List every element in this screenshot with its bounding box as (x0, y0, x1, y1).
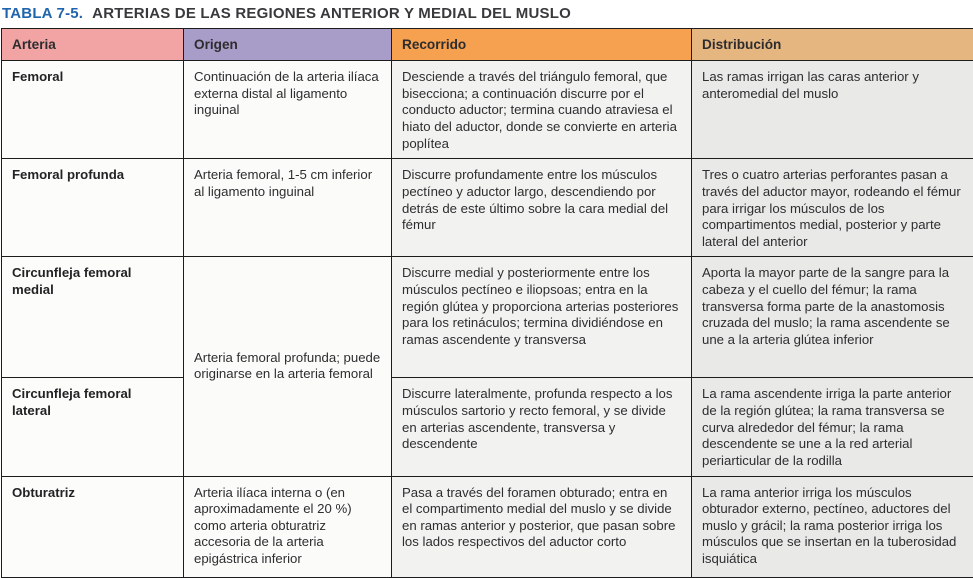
table-title-number: TABLA 7-5. (2, 5, 83, 22)
cell-distribucion: Aporta la mayor parte de la sangre para la cabeza y el cuello del fémur; la rama transversa forma parte de la anastomosis cruzada del muslo; la rama ascendente se une a la arteria glútea inferior (692, 257, 973, 378)
header-arteria: Arteria (2, 29, 184, 61)
cell-distribucion: La rama ascendente irriga la parte anterior de la región glútea; la rama transversa se curva alrededor del fémur; la rama descendente se une a la red arterial periarticular de la rodilla (692, 378, 973, 476)
cell-distribucion: La rama anterior irriga los músculos obturador externo, pectíneo, aductores del muslo y grácil; la rama posterior irriga los músculos que se insertan en la tuberosidad isquiática (692, 476, 973, 577)
cell-arteria: Circunfleja femoral lateral (2, 378, 184, 476)
cell-recorrido: Discurre profundamente entre los músculos pectíneo y aductor largo, descendiendo por detrás de este último sobre la cara medial del fémur (392, 159, 692, 257)
table-row-circunfleja-medial (2, 257, 973, 378)
table-row-femoral (2, 61, 973, 159)
table-row-femoral-profunda (2, 159, 973, 257)
table-header-row (2, 29, 973, 61)
arteries-table (1, 28, 973, 578)
table-title (0, 0, 973, 28)
cell-recorrido: Desciende a través del triángulo femoral, que bisecciona; a continuación discurre por el conducto aductor; termina cuando atraviesa el hiato del aductor, donde se convierte en arteria poplítea (392, 61, 692, 159)
header-recorrido: Recorrido (392, 29, 692, 61)
cell-recorrido: Pasa a través del foramen obturado; entra en el compartimento medial del muslo y se divide en ramas anterior y posterior, que pasan sobre los lados respectivos del aductor corto (392, 476, 692, 577)
cell-arteria: Femoral profunda (2, 159, 184, 257)
cell-recorrido: Discurre lateralmente, profunda respecto a los músculos sartorio y recto femoral, y se divide en arterias ascendente, transversa y descendente (392, 378, 692, 476)
cell-distribucion: Tres o cuatro arterias perforantes pasan a través del aductor mayor, rodeando el fémur para irrigar los músculos de los compartimentos medial, posterior y parte lateral del anterior (692, 159, 973, 257)
header-distribucion: Distribución (692, 29, 973, 61)
cell-arteria: Circunfleja femoral medial (2, 257, 184, 378)
cell-distribucion: Las ramas irrigan las caras anterior y anteromedial del muslo (692, 61, 973, 159)
table-row-obturatriz (2, 476, 973, 577)
header-origen: Origen (184, 29, 392, 61)
table-row-circunfleja-lateral (2, 378, 973, 476)
cell-recorrido: Discurre medial y posteriormente entre los músculos pectíneo e iliopsoas; entra en la región glútea y proporciona arterias posteriores para los retináculos; termina dividiéndose en ramas ascendente y transversa (392, 257, 692, 378)
cell-origen: Arteria femoral, 1-5 cm inferior al ligamento inguinal (184, 159, 392, 257)
cell-origen: Continuación de la arteria ilíaca externa distal al ligamento inguinal (184, 61, 392, 159)
table-title-text: ARTERIAS DE LAS REGIONES ANTERIOR Y MEDIAL DEL MUSLO (92, 5, 571, 22)
cell-arteria: Obturatriz (2, 476, 184, 577)
cell-origen-merged: Arteria femoral profunda; puede originarse en la arteria femoral (184, 257, 392, 476)
cell-origen: Arteria ilíaca interna o (en aproximadamente el 20 %) como arteria obturatriz accesoria de la arteria epigástrica inferior (184, 476, 392, 577)
cell-arteria: Femoral (2, 61, 184, 159)
